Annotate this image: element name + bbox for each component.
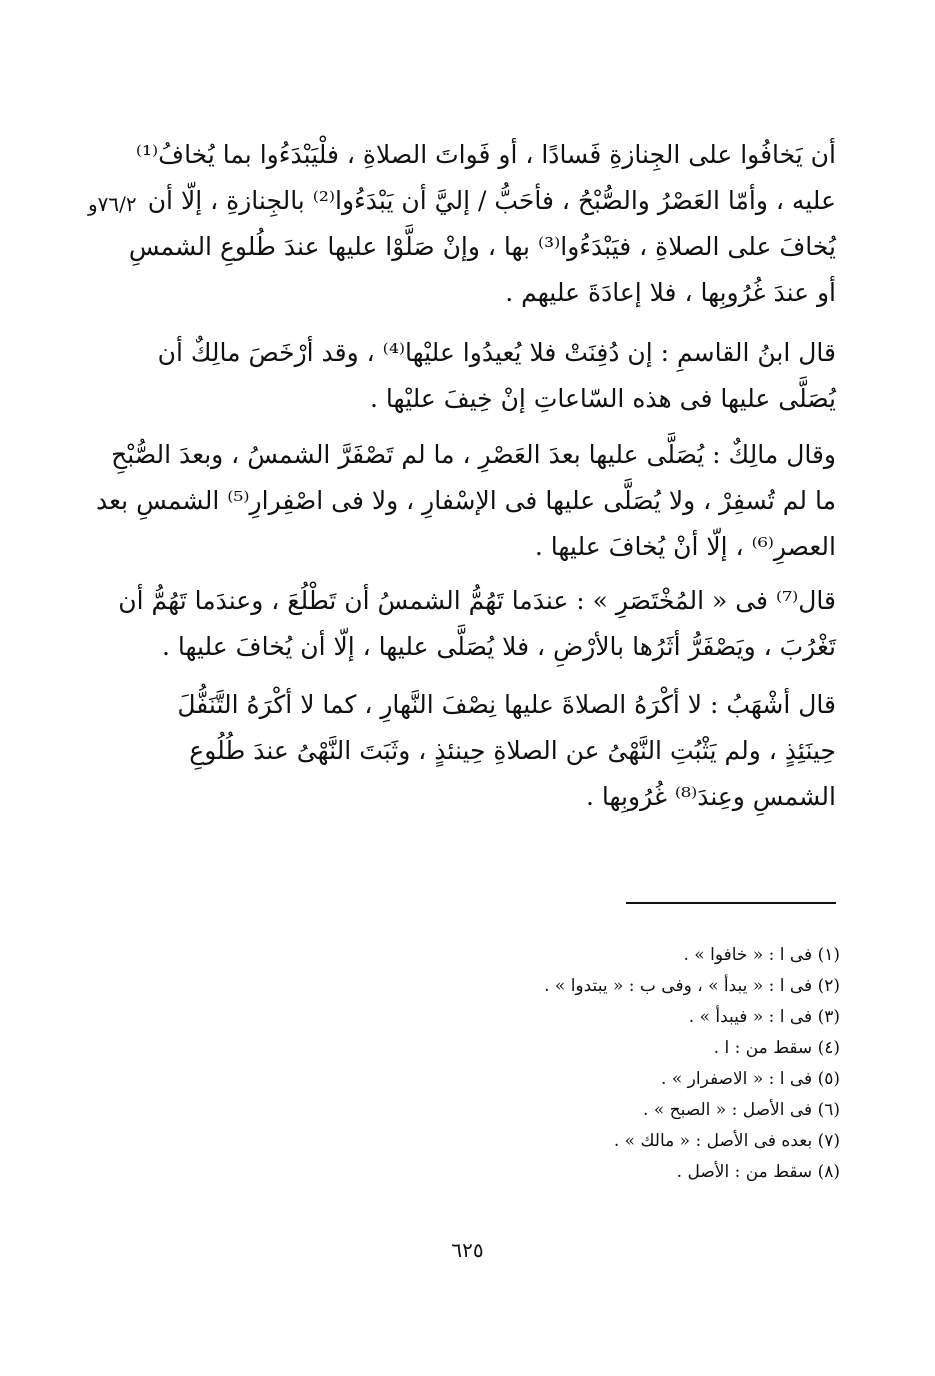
text-line: عليه ، وأمّا العَصْرُ والصُّبْحُ ، فأحَبُّ / إليَّ أن يَبْدَءُوا⁽²⁾ بالجِنازةِ ، إلّا أن — [147, 186, 836, 215]
text-line: قال ابنُ القاسمِ : إن دُفِنَتْ فلا يُعيدُوا عليْها⁽⁴⁾ ، وقد أرْخَصَ مالِكٌ أن — [157, 338, 836, 367]
text-line: وقال مالِكٌ : يُصَلَّى عليها بعدَ العَصْرِ ، ما لم تَصْفَرَّ الشمسُ ، وبعدَ الصُّبْحِ — [111, 440, 836, 469]
footnote: (٦) فى الأصل : « الصبح » . — [643, 1100, 840, 1120]
text-line: قال أشْهَبُ : لا أكْرَهُ الصلاةَ عليها نِصْفَ النَّهارِ ، كما لا أكْرَهُ التَّنَفُّلَ — [177, 690, 836, 719]
text-line: العصرِ⁽⁶⁾ ، إلّا أنْ يُخافَ عليها . — [534, 532, 836, 561]
text-line: يُصَلَّى عليها فى هذه السّاعاتِ إنْ خِيفَ عليْها . — [370, 384, 836, 413]
text-line: تَغْرُبَ ، ويَصْفَرُّ أثَرُها بالأرْضِ ، فلا يُصَلَّى عليها ، إلّا أن يُخافَ عليها . — [161, 632, 836, 661]
footnote: (٧) بعده فى الأصل : « مالك » . — [613, 1131, 840, 1151]
paragraph-4 — [118, 578, 836, 670]
text-line: ما لم تُسفِرْ ، ولا يُصَلَّى عليها فى الإسْفارِ ، ولا فى اصْفِرارِ⁽⁵⁾ الشمسِ بعد — [96, 486, 836, 515]
footnote: (٣) فى ا : « فيبدأ » . — [688, 1007, 840, 1027]
text-line: قال⁽⁷⁾ فى « المُخْتَصَرِ » : عندَما تَهُمُّ الشمسُ أن تَطْلُعَ ، وعندَما تَهُمُّ أن — [118, 586, 836, 615]
text-line: الشمسِ وعِندَ⁽⁸⁾ غُرُوبِها . — [586, 782, 836, 811]
text-line: يُخافَ على الصلاةِ ، فيَبْدَءُوا⁽³⁾ بها ، وإنْ صَلَّوْا عليها عندَ طُلوعِ الشمسِ — [128, 232, 836, 261]
footnote: (٥) فى ا : « الاصفرار » . — [661, 1069, 840, 1089]
footnote-divider — [626, 902, 836, 904]
footnotes — [430, 940, 840, 1188]
text-line: أن يَخافُوا على الجِنازةِ فَسادًا ، أو فَواتَ الصلاةِ ، فلْيَبْدَءُوا بما يُخافُ⁽¹⁾ — [135, 140, 836, 169]
margin-folio-note: ٧٦/٢و — [88, 192, 137, 216]
footnote: (٨) سقط من : الأصل . — [676, 1162, 840, 1182]
text-line: حِينَئِذٍ ، ولم يَثْبُتِ النَّهْىُ عن الصلاةِ حِينئذٍ ، وثَبَتَ النَّهْىُ عندَ طُلُوعِ — [189, 736, 836, 765]
paragraph-2 — [157, 330, 836, 422]
paragraph-1 — [128, 132, 836, 316]
paragraph-5 — [162, 682, 836, 820]
footnote: (٢) فى ا : « يبدأ » ، وفى ب : « يبتدوا » . — [544, 976, 840, 996]
text-line: أو عندَ غُرُوبِها ، فلا إعادَةَ عليهم . — [505, 278, 836, 307]
page-number: ٦٢٥ — [451, 1238, 484, 1262]
footnote: (١) فى ا : « خافوا » . — [683, 945, 840, 965]
footnote: (٤) سقط من : ا . — [713, 1038, 840, 1058]
paragraph-3 — [96, 432, 836, 570]
